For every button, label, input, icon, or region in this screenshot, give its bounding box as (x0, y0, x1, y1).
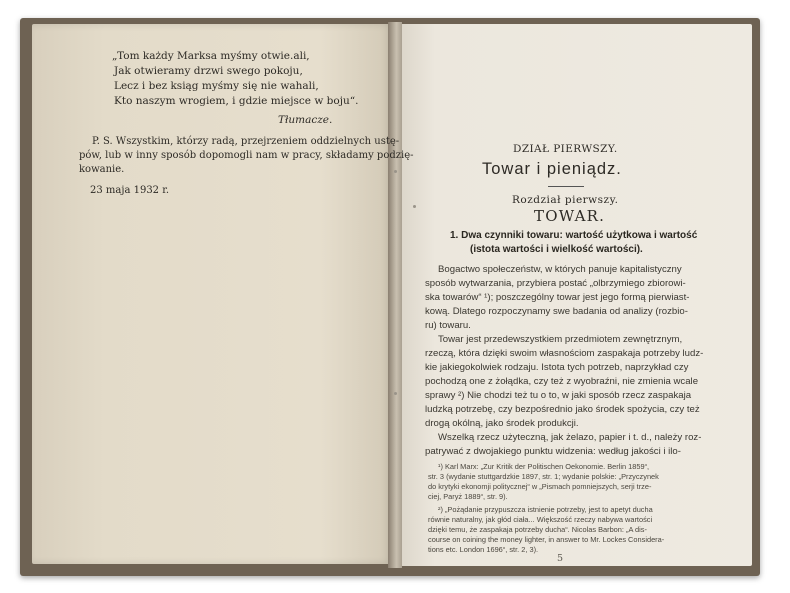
footnote-line: str. 3 (wydanie stuttgardzkie 1897, str. 1; wydanie polskie: „Przyczynek (428, 472, 659, 481)
footnote-line: tions etc. London 1696“, str. 2, 3). (428, 545, 539, 554)
postscript-line: kowanie. (79, 164, 125, 175)
body-line: ludzką potrzebę, czy bezpośrednio jako środek spożycia, czy też (425, 404, 700, 415)
footnote-line: ¹) Karl Marx: „Zur Kritik der Politischen Oekonomie. Berlin 1859“, (438, 462, 650, 471)
footnote-line: równie naturalny, jak głód ciała... Większość rzeczy nabywa wartości (428, 515, 653, 524)
body-line: Bogactwo społeczeństw, w których panuje kapitalistyczny (438, 264, 682, 275)
postscript-line: P. S. Wszystkim, którzy radą, przejrzeniem oddzielnych ustę- (92, 136, 400, 147)
body-line: pochodzą one z żołądka, czy też z wyobraźni, nie zmienia wcale (425, 376, 699, 387)
footnote-line: ciej, Paryż 1889“, str. 9). (428, 492, 508, 501)
page-number: 5 (557, 553, 564, 564)
body-line: Wszelką rzecz użyteczną, jak żelazo, papier i t. d., należy roz- (438, 432, 702, 443)
chapter-heading: Rozdział pierwszy. (512, 194, 619, 206)
body-line: sprawy ²) Nie chodzi też tu o to, w jaki sposób rzecz zaspakaja (425, 390, 692, 401)
stitch-mark (413, 205, 416, 208)
body-line: patrywać z dwojakiego punktu widzenia: według jakości i ilo- (425, 446, 681, 457)
poem-line: Kto naszym wrogiem, i gdzie miejsce w boju“. (114, 95, 359, 107)
footnote-line: dzięki temu, że zaspakaja potrzeby ducha“. Nicolas Barbon: „A dis- (428, 525, 647, 534)
chapter-title: TOWAR. (534, 207, 606, 225)
body-line: Towar jest przedewszystkiem przedmiotem zewnętrznym, (438, 334, 683, 345)
postscript-line: pów, lub w inny sposób dopomogli nam w pracy, składamy podzię- (79, 150, 414, 161)
poem-line: Lecz i bez ksiąg myśmy się nie wahali, (114, 80, 319, 92)
body-line: drogą okólną, jako środek produkcji. (425, 418, 579, 429)
body-line: ru) towaru. (425, 320, 471, 331)
footnote-line: do krytyki ekonomji politycznej“ w „Pismach pomniejszych, serji trze- (428, 482, 652, 491)
stitch-mark (394, 170, 397, 173)
body-line: ska towarów“ ¹); poszczególny towar jest jego formą pierwiast- (425, 292, 690, 303)
body-line: kową. Dlatego rozpoczynamy swe badania od analizy (rozbio- (425, 306, 688, 317)
signature: Tłumacze. (278, 114, 333, 126)
stitch-mark (394, 392, 397, 395)
section-heading: (istota wartości i wielkość wartości). (470, 244, 643, 255)
book-spine (388, 22, 402, 568)
body-line: kie jakiegokolwiek rodzaju. Istota tych potrzeb, naprzykład czy (425, 362, 689, 373)
poem-line: Jak otwieramy drzwi swego pokoju, (114, 65, 303, 77)
part-heading: DZIAŁ PIERWSZY. (513, 143, 618, 155)
section-heading: 1. Dwa czynniki towaru: wartość użytkowa i wartość (450, 230, 698, 241)
body-line: sposób wytwarzania, przybiera postać „olbrzymiego zbiorowi- (425, 278, 686, 289)
footnote-line: ²) „Pożądanie przypuszcza istnienie potrzeby, jest to apetyt ducha (438, 505, 653, 514)
date: 23 maja 1932 r. (90, 185, 170, 196)
body-line: rzeczą, która dzięki swoim własnościom zaspakaja potrzeby ludz- (425, 348, 704, 359)
footnote-line: course on coining the money lighter, in answer to Mr. Lockes Considera- (428, 535, 665, 544)
poem-line: „Tom każdy Marksa myśmy otwie.ali, (112, 50, 310, 62)
page-title: Towar i pieniądz. (482, 160, 622, 178)
title-rule (548, 186, 584, 187)
